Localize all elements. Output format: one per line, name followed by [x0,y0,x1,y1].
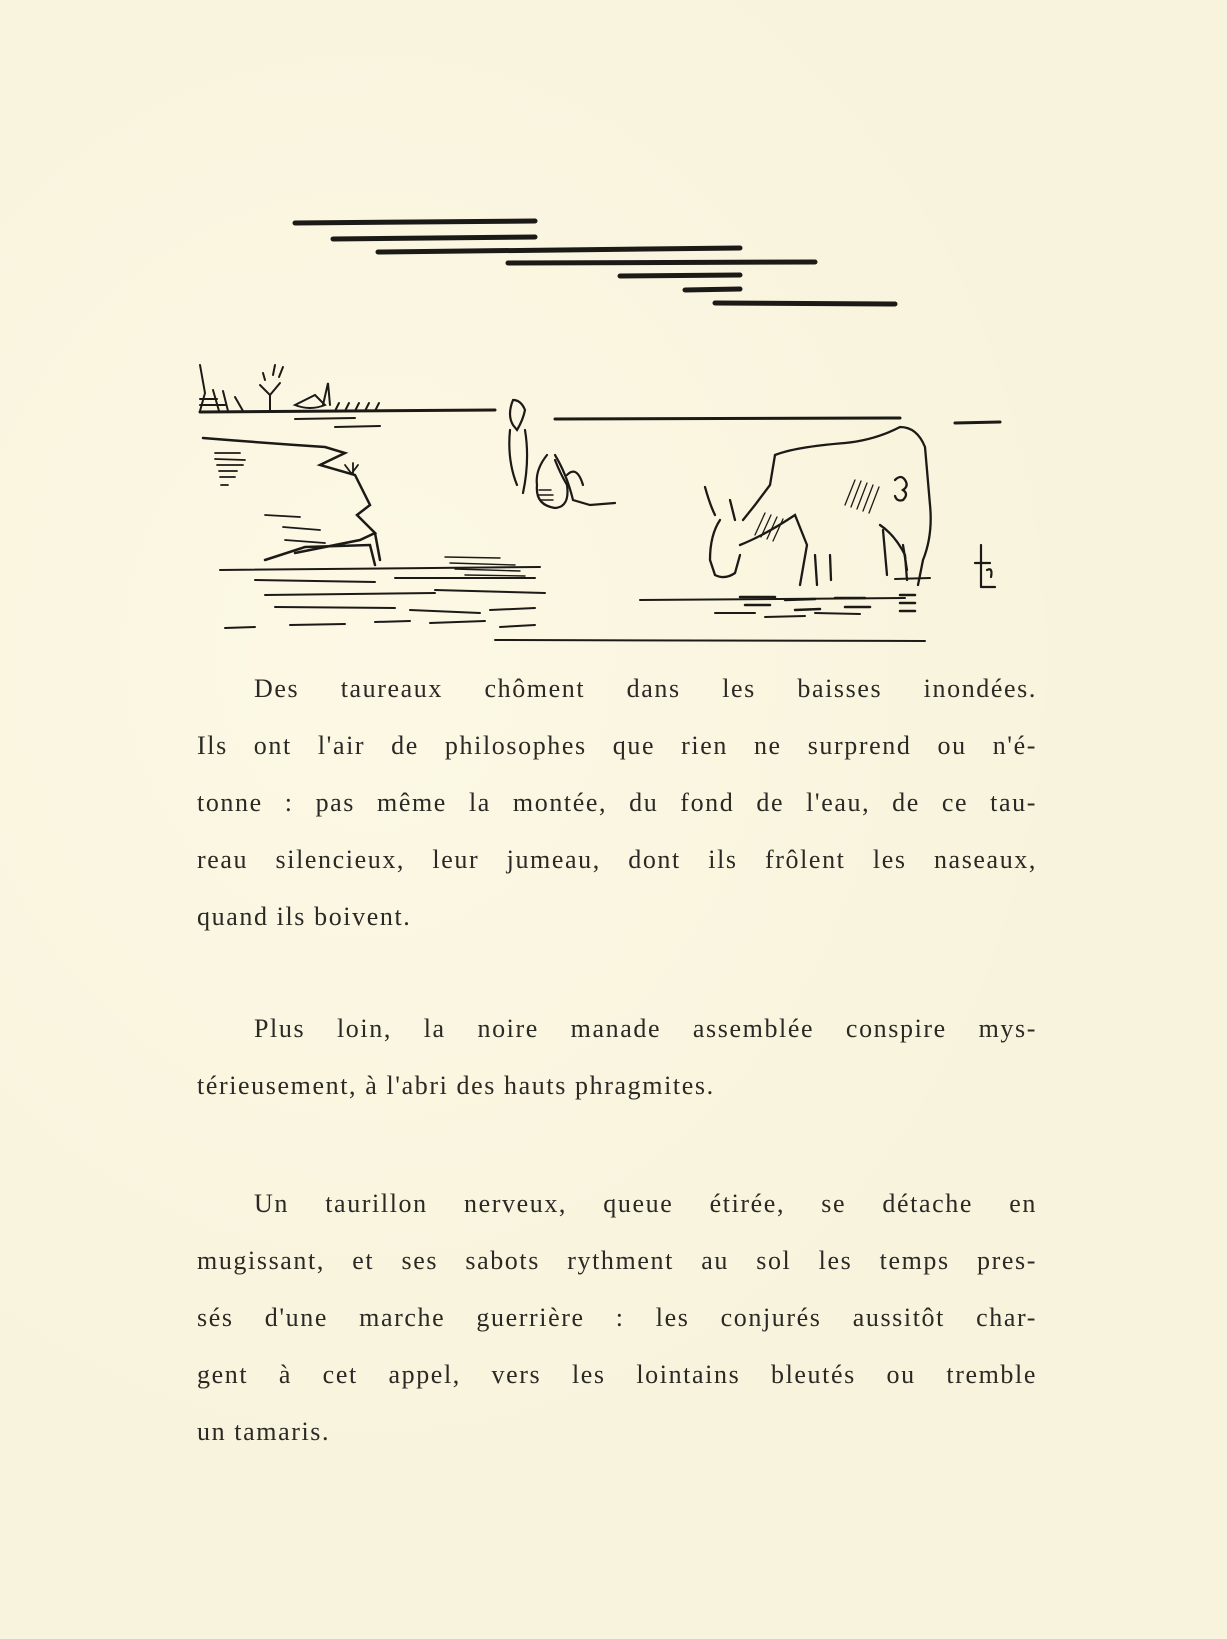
text-line: quand ils boivent. [197,902,412,931]
text-line: mugissant, et ses sabots rythment au sol les temps pres- [197,1246,1037,1275]
seated-bull [509,400,615,508]
drinking-bull [705,427,931,585]
text-line: gent à cet appel, vers les lointains bleutés ou tremble [197,1360,1037,1389]
sky-streaks [295,221,895,304]
text-line: sés d'une marche guerrière : les conjurés aussitôt char- [197,1303,1037,1332]
artist-monogram [975,545,995,587]
marsh-bulls-illustration [195,215,1045,650]
paragraph-2 [197,1000,1037,1114]
text-line: Un taurillon nerveux, queue étirée, se détache en [254,1189,1037,1218]
text-line: reau silencieux, leur jumeau, dont ils frôlent les naseaux, [197,845,1037,874]
bull-hatching [755,480,879,541]
text-line: térieusement, à l'abri des hauts phragmites. [197,1071,715,1100]
paragraph-1 [197,660,1037,945]
text-line: Plus loin, la noire manade assemblée conspire mys- [254,1014,1037,1043]
text-line: Des taureaux chôment dans les baisses inondées. [254,674,1037,703]
text-line: Ils ont l'air de philosophes que rien ne surprend ou n'é- [197,731,1037,760]
text-line: tonne : pas même la montée, du fond de l'eau, de ce tau- [197,788,1037,817]
text-line: un tamaris. [197,1417,331,1446]
paragraph-3 [197,1175,1037,1460]
